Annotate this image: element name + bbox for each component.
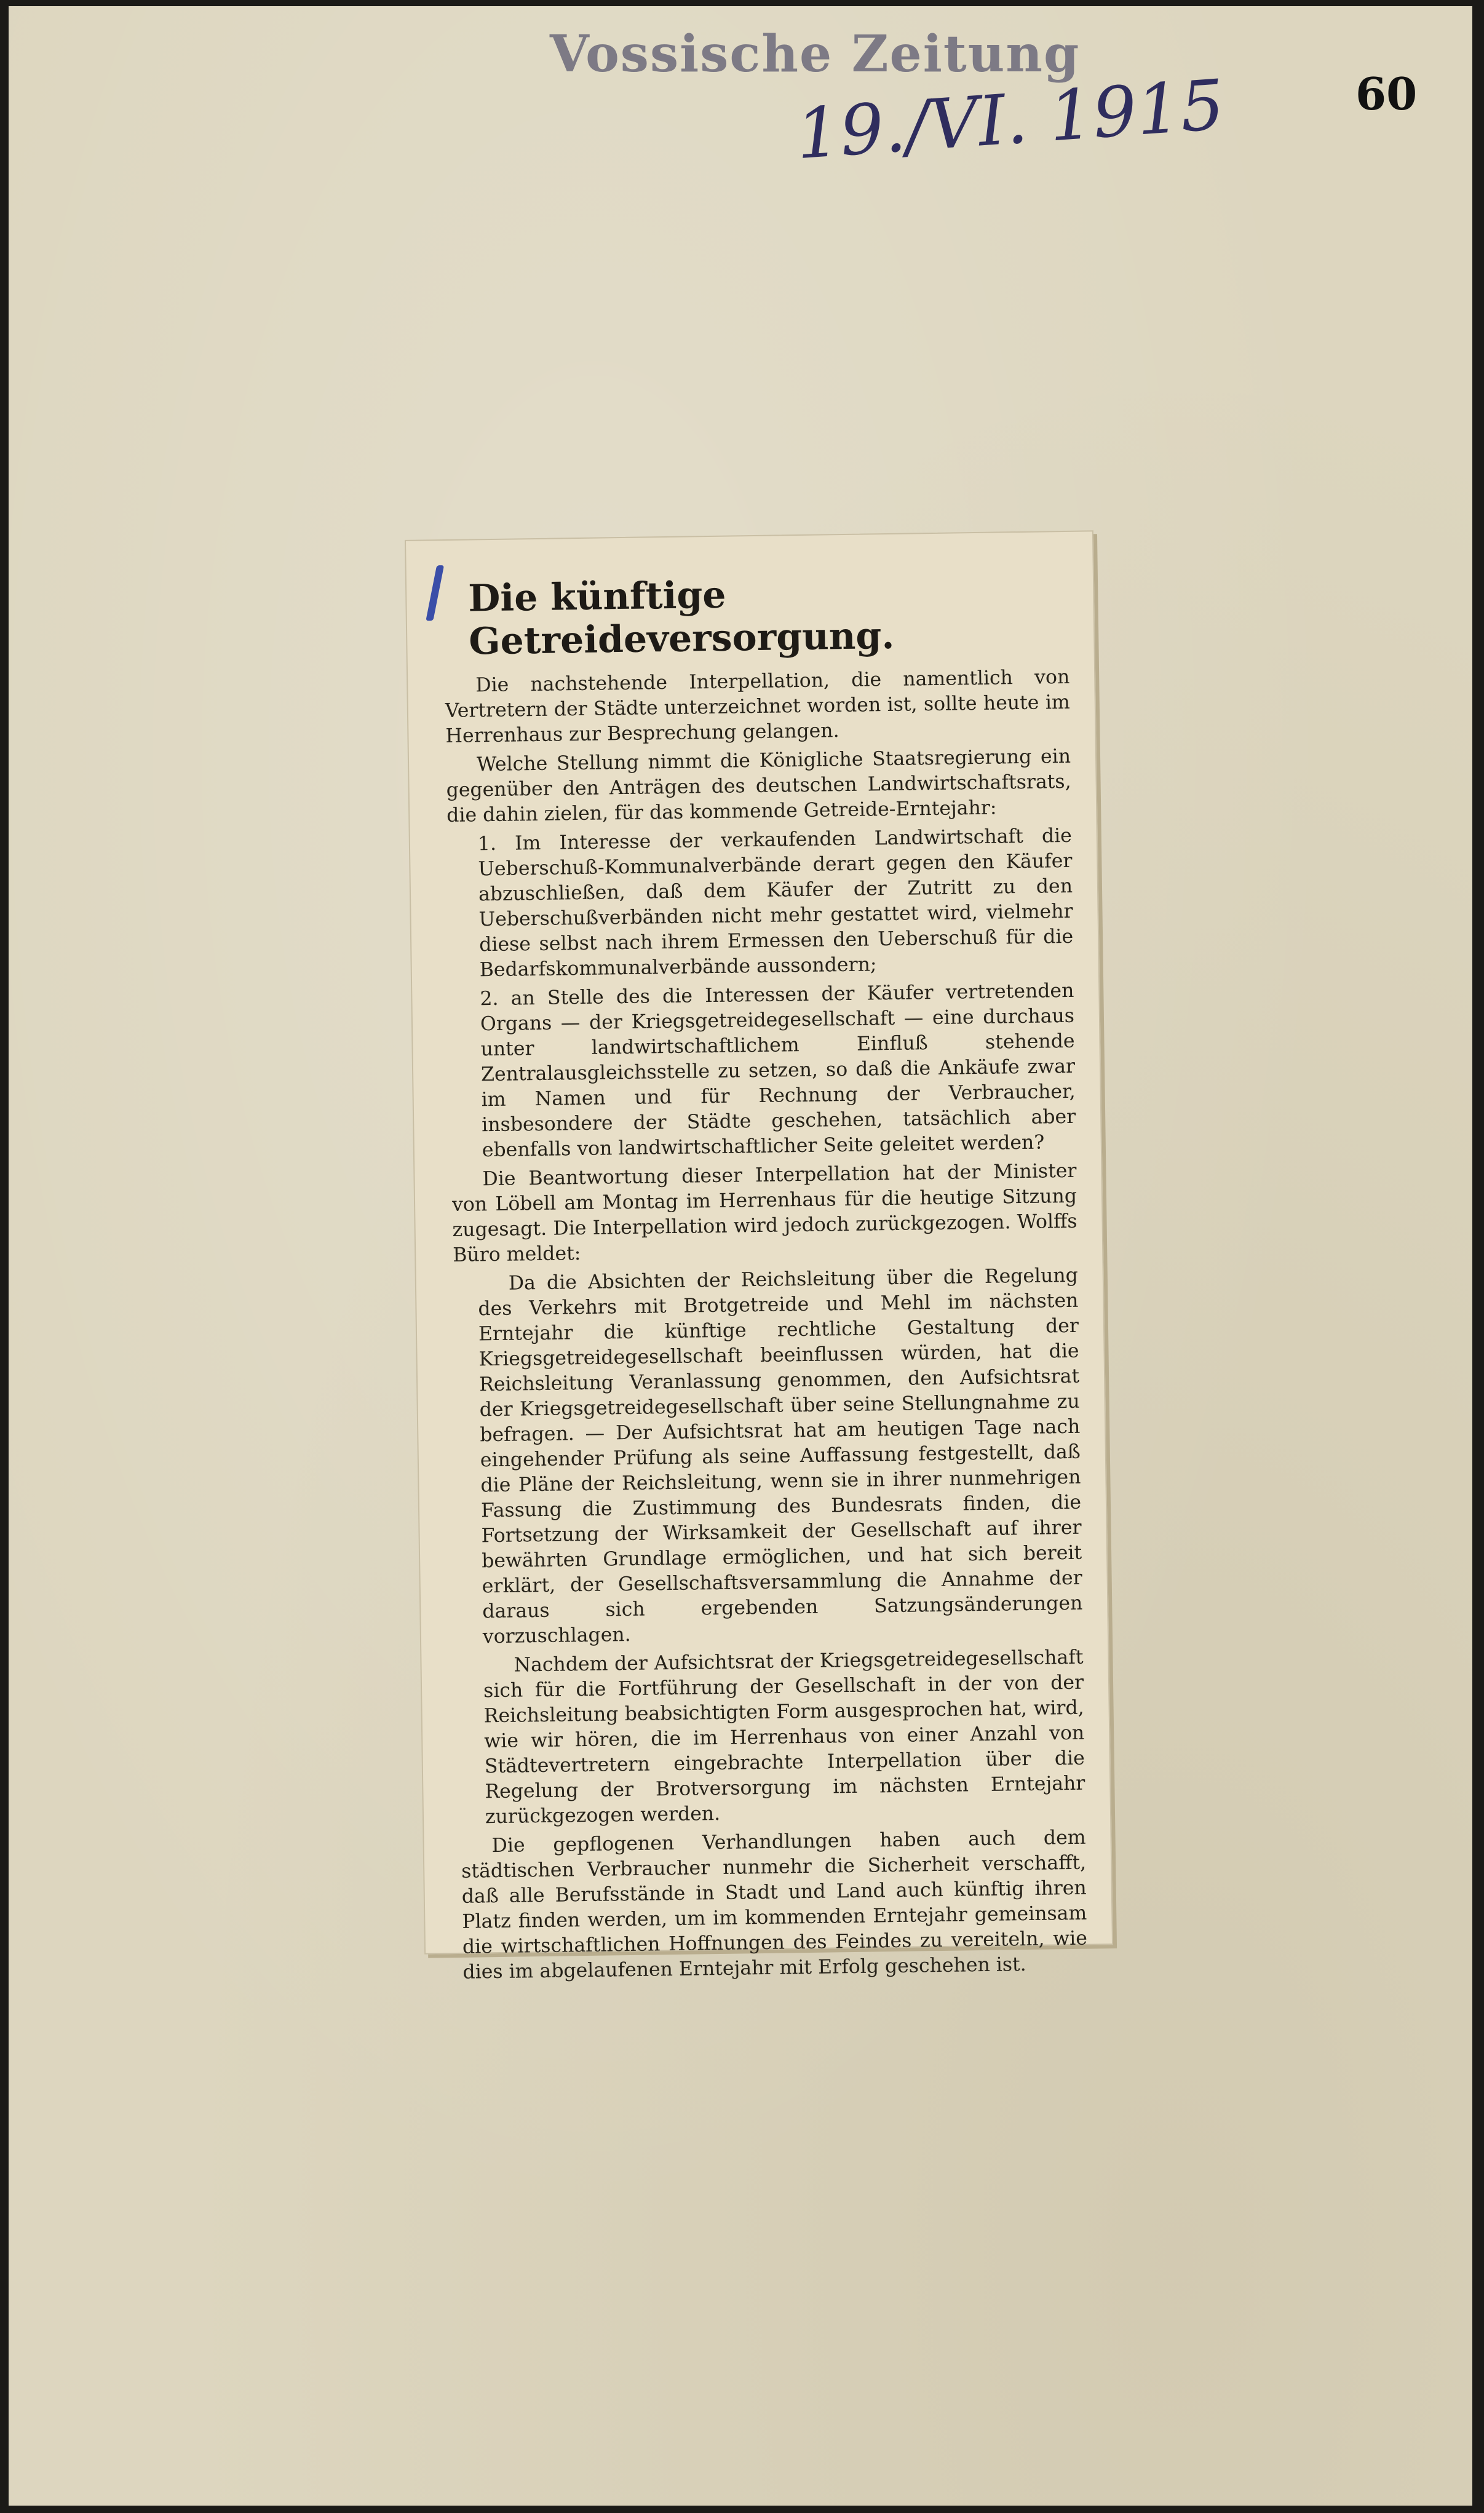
newspaper-stamp: Vossische Zeitung — [550, 25, 1081, 84]
article-paragraph: Die nachstehende Interpellation, die namentlich von Vertretern der Städte unterzeichnet worden ist, sollte heute im Herrenhaus zur Besprechung gelangen. — [445, 665, 1071, 748]
article-paragraph: Die gepflogenen Verhandlungen haben auch dem städtischen Verbraucher nunmehr die Sicherheit verschafft, daß alle Berufsstände in Stadt und Land auch künftig ihren Platz finden werden, um im kommenden Erntejahr gemeinsam die wirtschaftlichen Hoffnungen des Feindes zu vereiteln, wie dies im abgelaufenen Erntejahr mit Erfolg geschehen ist. — [461, 1826, 1088, 1983]
archive-sheet — [9, 6, 1472, 2506]
newspaper-clipping — [405, 530, 1113, 1983]
article-paragraph: 2. an Stelle des die Interessen der Käufer vertretenden Organs — der Kriegsgetreidegesellschaft — eine durchaus unter landwirtschaftlichem Einfluß stehende Zentralausgleichsstelle zu setzen, so daß die Ankäufe zwar im Namen und für Rechnung der Verbraucher, insbesondere der Städte geschehen, tatsächlich aber ebenfalls von landwirtschaftlicher Seite geleitet werden? — [480, 979, 1076, 1162]
article-headline: Die künftige Getreideversorgung. — [467, 573, 895, 664]
article-paragraph: Die Beantwortung dieser Interpellation hat der Minister von Löbell am Montag im Herrenhaus für die heutige Sitzung zugesagt. Die Interpellation wird jedoch zurückgezogen. Wolffs Büro meldet: — [451, 1159, 1077, 1266]
article-paragraph: 1. Im Interesse der verkaufenden Landwirtschaft die Ueberschuß-Kommunalverbände derart gegen den Käufer abzuschließen, daß dem Käufer der Zutritt zu den Ueberschußverbänden nicht mehr gestattet wird, vielmehr diese selbst nach ihrem Ermessen den Ueberschuß für die Bedarfskommunalverbände aussondern; — [477, 824, 1074, 982]
article-paragraph: Nachdem der Aufsichtsrat der Kriegsgetreidegesellschaft sich für die Fortführung der Gesellschaft in der von der Reichsleitung beabsichtigten Form ausgesprochen hat, wird, wie wir hören, die im Herrenhaus von einer Anzahl von Städtevertretern eingebrachte Interpellation über die Regelung der Brotversorgung im nächsten Erntejahr zurückgezogen werden. — [483, 1646, 1085, 1828]
page-number: 60 — [1355, 68, 1418, 120]
article-paragraph: Welche Stellung nimmt die Königliche Staatsregierung ein gegenüber den Anträgen des deutschen Landwirtschaftsrats, die dahin zielen, für das kommende Getreide-Erntejahr: — [446, 745, 1071, 827]
article-paragraph: Da die Absichten der Reichsleitung über die Regelung des Verkehrs mit Brotgetreide und Mehl im nächsten Erntejahr die künftige rechtliche Gestaltung der Kriegsgetreidegesellschaft beeinflussen würden, hat die Reichsleitung Veranlassung genommen, den Aufsichtsrat der Kriegsgetreidegesellschaft über seine Stellungnahme zu befragen. — Der Aufsichtsrat hat am heutigen Tage nach eingehender Prüfung als seine Auffassung festgestellt, daß die Pläne der Reichsleitung, wenn sie in ihrer nunmehrigen Fassung die Zustimmung des Bundesrats finden, die Fortsetzung der Wirksamkeit der Gesellschaft auf ihrer bewährten Grundlage ermöglichen, und hat sich bereit erklärt, der Gesellschaftsversammlung die Annahme der daraus sich ergebenden Satzungsänderungen vorzuschlagen. — [478, 1264, 1083, 1648]
handwritten-date: 19./VI. 1915 — [793, 65, 1227, 175]
blue-pencil-mark — [426, 565, 444, 621]
